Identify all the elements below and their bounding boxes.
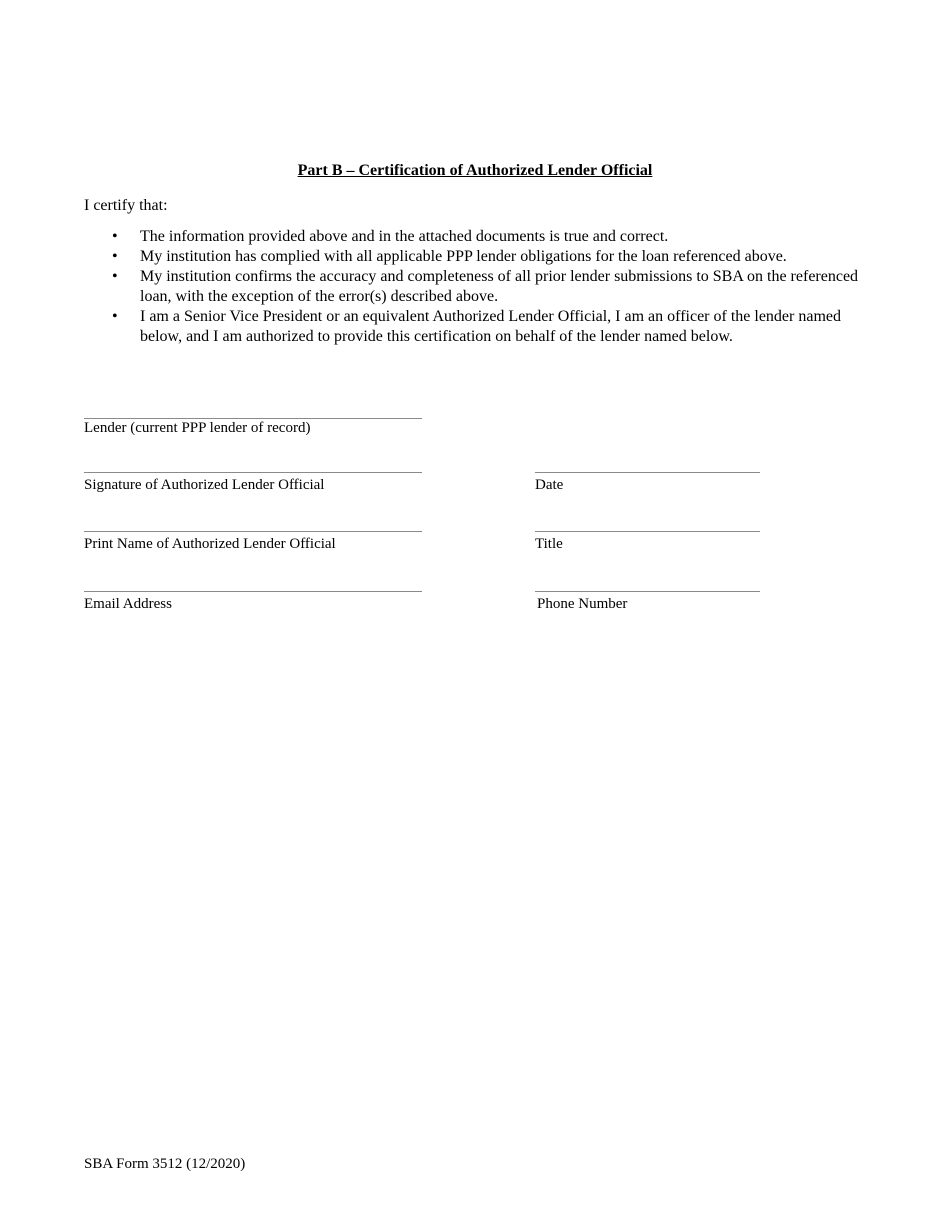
bullet-icon: •: [112, 228, 118, 245]
certification-text: My institution has complied with all applicable PPP lender obligations for the loan referenced above.: [140, 248, 787, 265]
bullet-icon: •: [112, 308, 118, 325]
email-line[interactable]: [84, 591, 422, 592]
date-line[interactable]: [535, 472, 760, 473]
title-line[interactable]: [535, 531, 760, 532]
print-name-line[interactable]: [84, 531, 422, 532]
print-name-label: Print Name of Authorized Lender Official: [84, 536, 336, 552]
certification-text: I am a Senior Vice President or an equivalent Authorized Lender Official, I am an officer of the lender named below, and I am authorized to provide this certification on behalf of the lender named below.: [140, 308, 841, 345]
certify-intro: I certify that:: [84, 197, 168, 214]
bullet-icon: •: [112, 268, 118, 285]
date-label: Date: [535, 477, 564, 493]
form-footer: SBA Form 3512 (12/2020): [84, 1156, 246, 1172]
list-item: [84, 227, 864, 247]
bullet-icon: •: [112, 248, 118, 265]
lender-label: Lender (current PPP lender of record): [84, 420, 311, 436]
section-heading: Part B – Certification of Authorized Lender Official: [297, 162, 653, 179]
title-label: Title: [535, 536, 563, 552]
phone-label: Phone Number: [537, 596, 628, 612]
signature-label: Signature of Authorized Lender Official: [84, 477, 325, 493]
phone-line[interactable]: [535, 591, 760, 592]
list-item: [84, 247, 864, 267]
signature-line[interactable]: [84, 472, 422, 473]
certification-text: My institution confirms the accuracy and completeness of all prior lender submissions to SBA on the referenced loan, with the exception of the error(s) described above.: [140, 268, 859, 305]
certification-text: The information provided above and in the attached documents is true and correct.: [140, 228, 669, 245]
list-item: [84, 307, 864, 347]
email-label: Email Address: [84, 596, 172, 612]
certification-list: [84, 227, 864, 347]
list-item: [84, 267, 864, 307]
